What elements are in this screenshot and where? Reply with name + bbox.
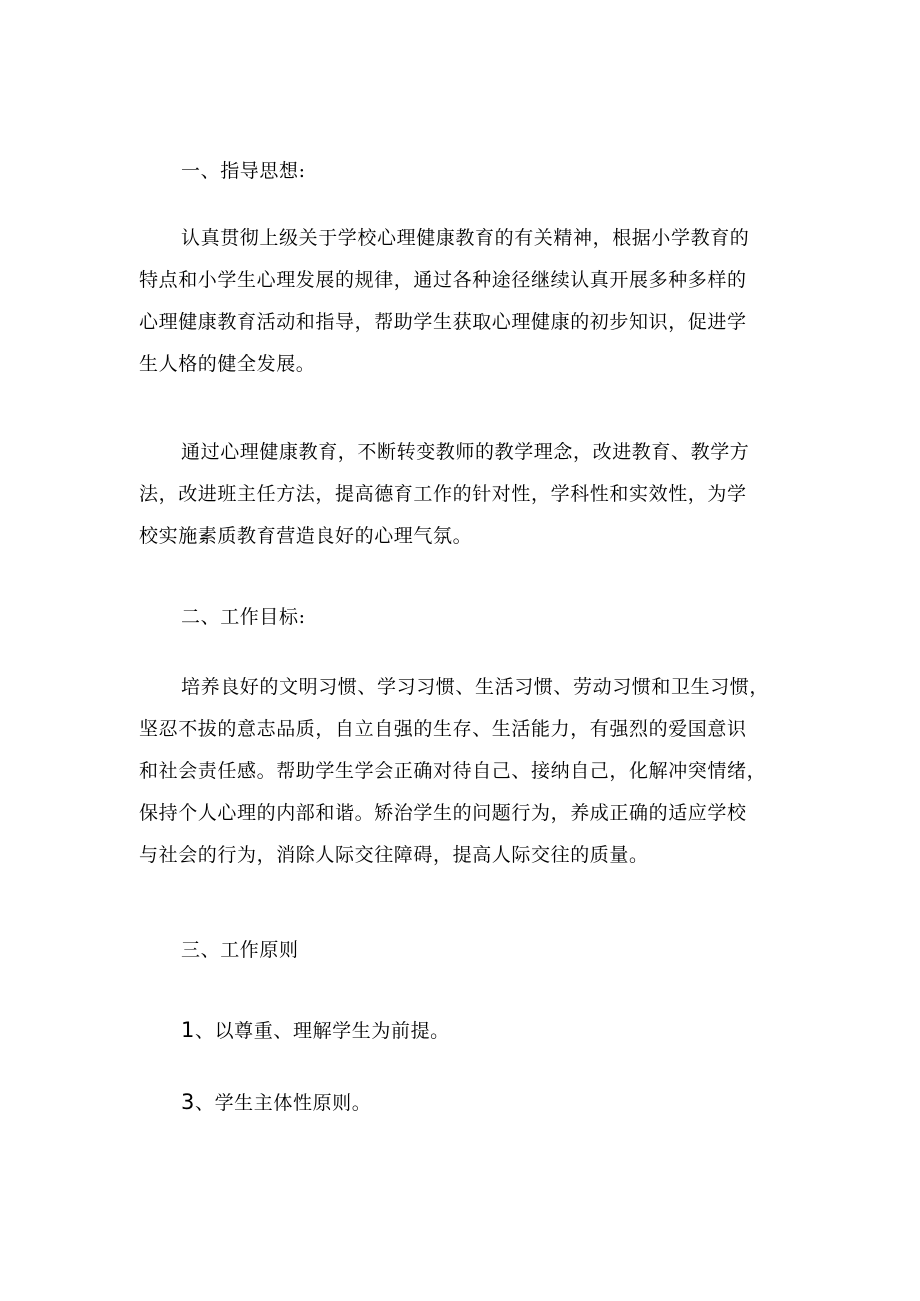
section-heading-work-principles: 三、工作原则 [181, 939, 299, 961]
paragraph-line: 坚忍不拔的意志品质，自立自强的生存、生活能力，有强烈的爱国意识 [139, 718, 747, 740]
paragraph-line: 特点和小学生心理发展的规律，通过各种途径继续认真开展多种多样的 [139, 269, 747, 291]
paragraph-line: 保持个人心理的内部和谐。矫治学生的问题行为，养成正确的适应学校 [139, 802, 747, 824]
paragraph-line: 和社会责任感。帮助学生学会正确对待自己、接纳自己，化解冲突情绪， [139, 760, 767, 782]
list-item-text: 、以尊重、理解学生为前提。 [194, 1020, 450, 1042]
paragraph-line: 培养良好的文明习惯、学习习惯、生活习惯、劳动习惯和卫生习惯， [181, 676, 770, 698]
paragraph-line: 心理健康教育活动和指导，帮助学生获取心理健康的初步知识，促进学 [139, 311, 747, 333]
list-item-principle-3 [181, 1081, 371, 1124]
list-item-text: 、学生主体性原则。 [194, 1092, 372, 1114]
section-heading-work-goals: 二、工作目标: [181, 606, 306, 628]
paragraph-line: 与社会的行为，消除人际交往障碍，提高人际交往的质量。 [139, 844, 649, 866]
section-heading-guiding-ideology: 一、指导思想: [181, 160, 306, 182]
list-item-number: 1 [181, 1018, 195, 1042]
list-item-principle-1 [181, 1009, 450, 1052]
paragraph-line: 通过心理健康教育，不断转变教师的教学理念，改进教育、教学方 [181, 441, 750, 463]
paragraph-line: 认真贯彻上级关于学校心理健康教育的有关精神，根据小学教育的 [181, 227, 750, 249]
paragraph-line: 生人格的健全发展。 [139, 353, 316, 375]
paragraph-line: 校实施素质教育营造良好的心理气氛。 [139, 525, 473, 547]
paragraph-guiding-ideology [139, 217, 781, 385]
paragraph-work-goals [139, 666, 781, 876]
paragraph-teaching-concepts [139, 431, 781, 557]
list-item-number: 3 [181, 1090, 195, 1114]
paragraph-line: 法，改进班主任方法，提高德育工作的针对性，学科性和实效性，为学 [139, 483, 747, 505]
